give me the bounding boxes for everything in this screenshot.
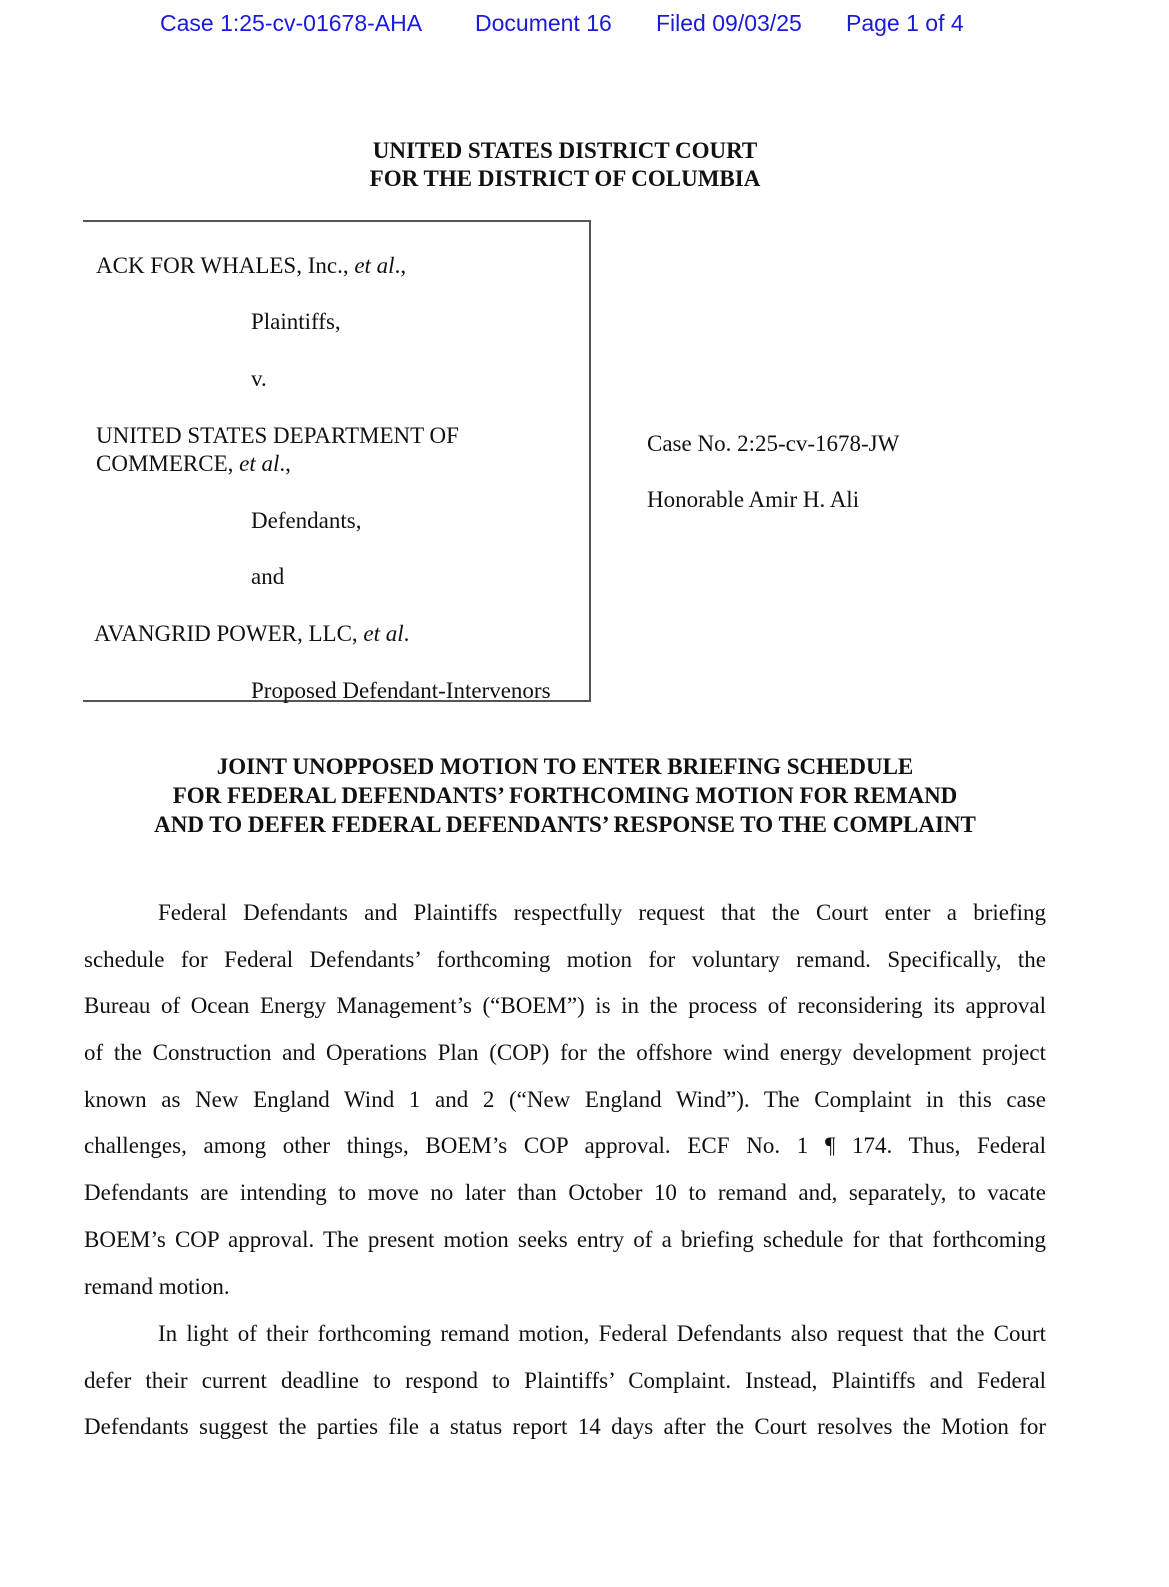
ecf-document-number: Document 16 — [475, 10, 612, 36]
intervenor-name-text: AVANGRID POWER, LLC, — [94, 621, 364, 646]
body-line: Defendants are intending to move no later than October 10 to remand and, separately, to vacate — [84, 1180, 1046, 1206]
paragraph-2 — [84, 1311, 1046, 1451]
body-line: known as New England Wind 1 and 2 (“New England Wind”). The Complaint in this case — [84, 1086, 1046, 1112]
ecf-filed-date: Filed 09/03/25 — [656, 10, 802, 36]
ecf-page-count: Page 1 of 4 — [846, 10, 964, 36]
body-line: Defendants suggest the parties file a status report 14 days after the Court resolves the Motion for — [84, 1414, 1046, 1440]
defendant-name-line1: UNITED STATES DEPARTMENT OF — [96, 423, 459, 448]
intervenor-role: Proposed Defendant-Intervenors — [251, 678, 551, 703]
defendant-suffix: ., — [279, 451, 291, 476]
court-heading — [0, 137, 1130, 193]
plaintiff-role: Plaintiffs, — [251, 309, 341, 334]
judge-name: Honorable Amir H. Ali — [647, 487, 860, 512]
body-line: remand motion. — [84, 1273, 230, 1299]
motion-title — [0, 752, 1130, 839]
court-district: FOR THE DISTRICT OF COLUMBIA — [369, 166, 761, 191]
defendant-name-text: COMMERCE, — [96, 451, 240, 476]
body-line: Federal Defendants and Plaintiffs respectfully request that the Court enter a briefing — [158, 900, 1046, 925]
body-line: challenges, among other things, BOEM’s COP approval. ECF No. 1 ¶ 174. Thus, Federal — [84, 1133, 1046, 1159]
court-name: UNITED STATES DISTRICT COURT — [372, 138, 758, 163]
ecf-case-number: Case 1:25-cv-01678-AHA — [160, 10, 423, 36]
intervenor-et-al: et al — [363, 621, 404, 646]
body-line: defer their current deadline to respond to Plaintiffs’ Complaint. Instead, Plaintiffs and Federal — [84, 1367, 1046, 1393]
motion-title-line1: JOINT UNOPPOSED MOTION TO ENTER BRIEFING SCHEDULE — [216, 754, 914, 779]
versus: v. — [251, 366, 267, 391]
plaintiff-suffix: ., — [394, 253, 407, 278]
plaintiff-name — [96, 252, 406, 280]
conjunction-and: and — [251, 564, 285, 589]
intervenor-name — [94, 620, 409, 648]
defendant-et-al: et al — [239, 451, 280, 476]
intervenor-suffix: . — [403, 621, 410, 646]
body-line: schedule for Federal Defendants’ forthcoming motion for voluntary remand. Specifically, the — [84, 946, 1046, 972]
plaintiff-name-text: ACK FOR WHALES, Inc., — [96, 253, 355, 278]
defendant-name-line2 — [96, 450, 291, 478]
paragraph-1 — [84, 890, 1046, 1310]
motion-title-line2: FOR FEDERAL DEFENDANTS’ FORTHCOMING MOTION FOR REMAND — [172, 783, 958, 808]
defendant-role: Defendants, — [251, 508, 362, 533]
body-line: In light of their forthcoming remand motion, Federal Defendants also request that the Court — [158, 1321, 1046, 1346]
body-line: BOEM’s COP approval. The present motion seeks entry of a briefing schedule for that forthcoming — [84, 1226, 1046, 1252]
body-line: Bureau of Ocean Energy Management’s (“BOEM”) is in the process of reconsidering its approval — [84, 993, 1046, 1019]
body-line: of the Construction and Operations Plan (COP) for the offshore wind energy development project — [84, 1040, 1046, 1066]
motion-title-line3: AND TO DEFER FEDERAL DEFENDANTS’ RESPONSE TO THE COMPLAINT — [154, 812, 976, 837]
plaintiff-et-al: et al — [354, 253, 395, 278]
case-number: Case No. 2:25-cv-1678-JW — [647, 431, 900, 456]
